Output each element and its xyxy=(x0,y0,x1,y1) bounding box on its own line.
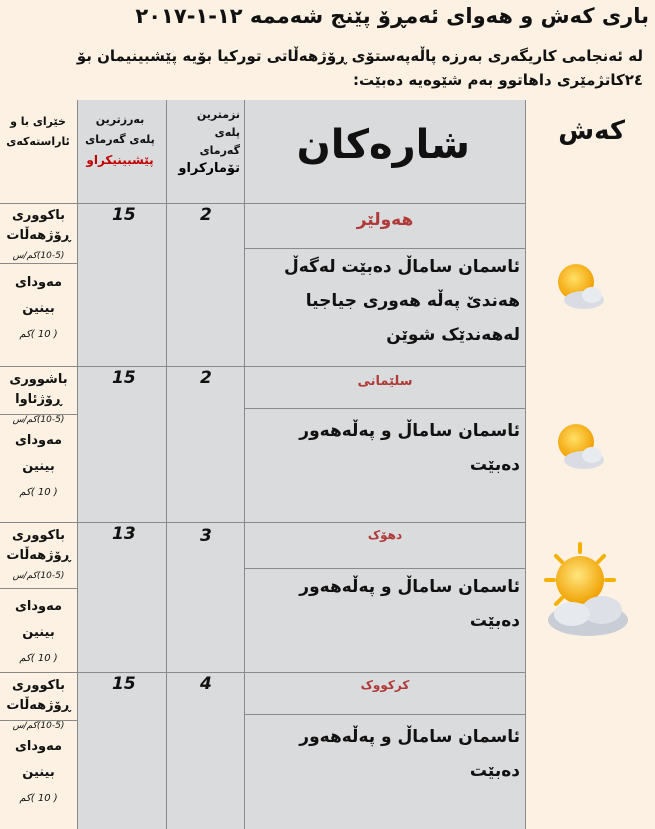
max-header-line2: پلەی گەرمای xyxy=(85,133,155,146)
visibility-label: مەودای بینین xyxy=(14,599,63,640)
wind-info xyxy=(0,206,77,266)
wind-speed: (10-5)کم/س xyxy=(12,571,65,581)
visibility-value: ( 10 )کم xyxy=(19,487,58,498)
visibility-label: مەودای بینین xyxy=(14,739,63,780)
wind-speed: (10-5)کم/س xyxy=(12,721,65,731)
wind-info xyxy=(0,526,77,586)
wind-info xyxy=(0,370,77,430)
city-name: دهۆک xyxy=(367,528,403,542)
min-temp: 4 xyxy=(200,674,212,694)
wind-speed: (10-5)کم/س xyxy=(12,415,65,425)
city-description: ئاسمان ساماڵ و پەڵەهەور دەبێت xyxy=(299,421,520,475)
wind-header-line1: خێرای با و xyxy=(10,115,66,128)
max-header-line1: بەرزترین xyxy=(95,113,145,126)
city-name: کرکووک xyxy=(360,678,410,692)
city-description: ئاسمان ساماڵ و پەڵەهەور دەبێت xyxy=(299,577,520,631)
max-temp: 15 xyxy=(112,205,136,225)
visibility-info xyxy=(0,270,77,348)
min-temp: 2 xyxy=(200,205,212,225)
visibility-value: ( 10 )کم xyxy=(19,793,58,804)
wind-direction: باکووری ڕۆژهەڵات xyxy=(6,678,71,713)
city-name: هەولێر xyxy=(356,210,414,230)
city-description: ئاسمان ساماڵ و پەڵەهەور دەبێت xyxy=(299,727,520,781)
forecast-table xyxy=(0,100,655,829)
visibility-info xyxy=(0,594,77,672)
min-temp: 3 xyxy=(200,526,212,546)
visibility-info xyxy=(0,428,77,506)
wind-direction: باشووری ڕۆژئاوا xyxy=(9,372,68,407)
visibility-value: ( 10 )کم xyxy=(19,329,58,340)
max-temp: 15 xyxy=(112,368,136,388)
max-header-line3: پێشبینیکراو xyxy=(86,153,154,167)
sun-cloud-large-icon xyxy=(532,540,632,644)
wind-info xyxy=(0,676,77,736)
sun-cloud-icon xyxy=(548,418,608,478)
min-header-line1: نزمترین پلەی xyxy=(196,108,240,139)
wind-speed: (10-5)کم/س xyxy=(12,251,65,261)
visibility-value: ( 10 )کم xyxy=(19,653,58,664)
intro-text: لە ئەنجامی کاریگەری بەرزە پاڵەپەستۆی ڕۆژهەڵاتی تورکیا بۆیە پێشبینیمان بۆ ٢٤کاتژمێری داهاتوو بەم شێوەیە دەبێت: xyxy=(76,47,643,89)
min-temp: 2 xyxy=(200,368,212,388)
visibility-label: مەودای بینین xyxy=(14,433,63,474)
cities-header: شارەکان xyxy=(296,122,470,168)
sun-cloud-icon xyxy=(548,258,608,318)
min-header-line2: گەرمای xyxy=(199,144,240,157)
city-name: سلێمانی xyxy=(357,374,413,389)
visibility-info xyxy=(0,734,77,812)
city-description: ئاسمان ساماڵ دەبێت لەگەڵ هەندێ پەڵە هەوری جیاجیا لەهەندێک شوێن xyxy=(283,257,520,345)
visibility-label: مەودای بینین xyxy=(14,275,63,316)
page-title: باری کەش و هەوای ئەمڕۆ پێنج شەممە ١٢-١-٢٠١٧ xyxy=(135,4,649,28)
wind-direction: باکووری ڕۆژهەڵات xyxy=(6,208,71,243)
weather-header: کەش xyxy=(558,116,625,146)
wind-header-line2: ئاراستەکەی xyxy=(6,135,70,148)
min-header-line3: تۆمارکراو xyxy=(178,161,240,176)
max-temp: 15 xyxy=(112,674,136,694)
max-temp: 13 xyxy=(112,524,136,544)
wind-direction: باکووری ڕۆژهەڵات xyxy=(6,528,71,563)
